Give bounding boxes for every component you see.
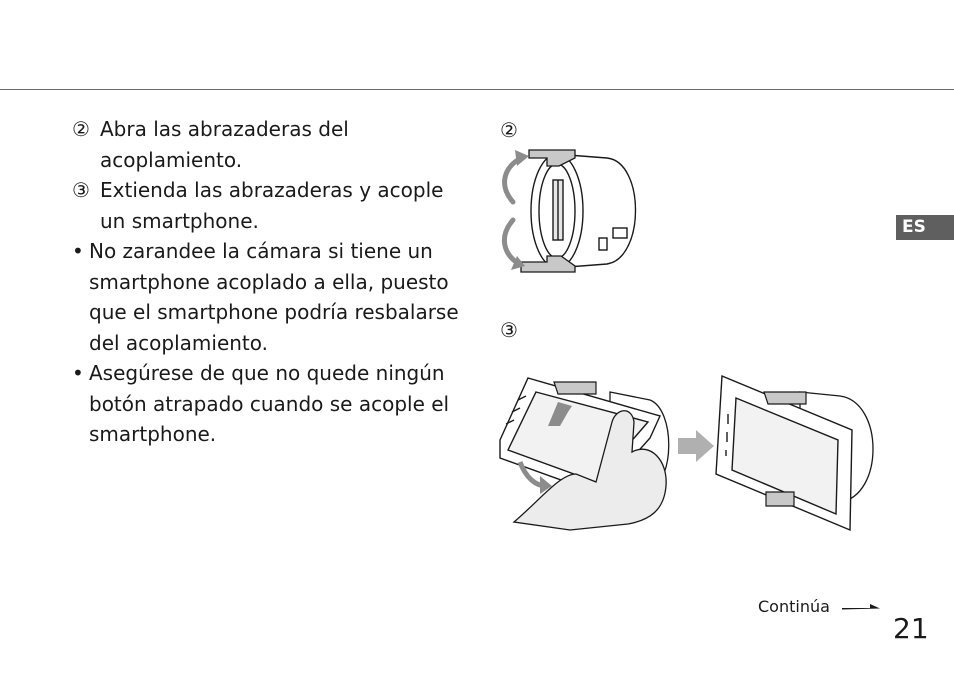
figure-2-label: ② xyxy=(500,118,518,142)
page-number: 21 xyxy=(893,612,929,645)
header-rule xyxy=(0,89,954,90)
bullet-marker: • xyxy=(72,239,84,263)
rotate-arrow-icon xyxy=(504,158,521,264)
camera-body-illustration xyxy=(531,154,636,268)
note-item xyxy=(72,236,462,358)
figure-2-illustration xyxy=(495,140,655,280)
step-text: Abra las abrazaderas del acoplamiento. xyxy=(100,117,349,172)
continue-arrow-icon xyxy=(842,600,882,614)
bullet-marker: • xyxy=(72,361,84,385)
step-item xyxy=(72,175,462,236)
figure-3-illustration xyxy=(500,370,890,540)
transition-arrow-icon xyxy=(678,430,714,462)
step-text: Extienda las abrazaderas y acople un smartphone. xyxy=(100,178,444,233)
note-text: Asegúrese de que no quede ningún botón atrapado cuando se acople el smartphone. xyxy=(89,361,450,446)
step-item xyxy=(72,114,462,175)
language-tab: ES xyxy=(896,215,954,240)
figure-3-label: ③ xyxy=(500,318,518,342)
step-marker: ③ xyxy=(72,178,90,202)
note-item xyxy=(72,358,462,450)
continue-label: Continúa xyxy=(758,597,830,616)
step-marker: ② xyxy=(72,117,90,141)
note-text: No zarandee la cámara si tiene un smartphone acoplado a ella, puesto que el smartphone podría resbalarse del acoplamiento. xyxy=(89,239,459,355)
instruction-list xyxy=(72,114,462,450)
arrowhead-icon xyxy=(511,150,529,270)
